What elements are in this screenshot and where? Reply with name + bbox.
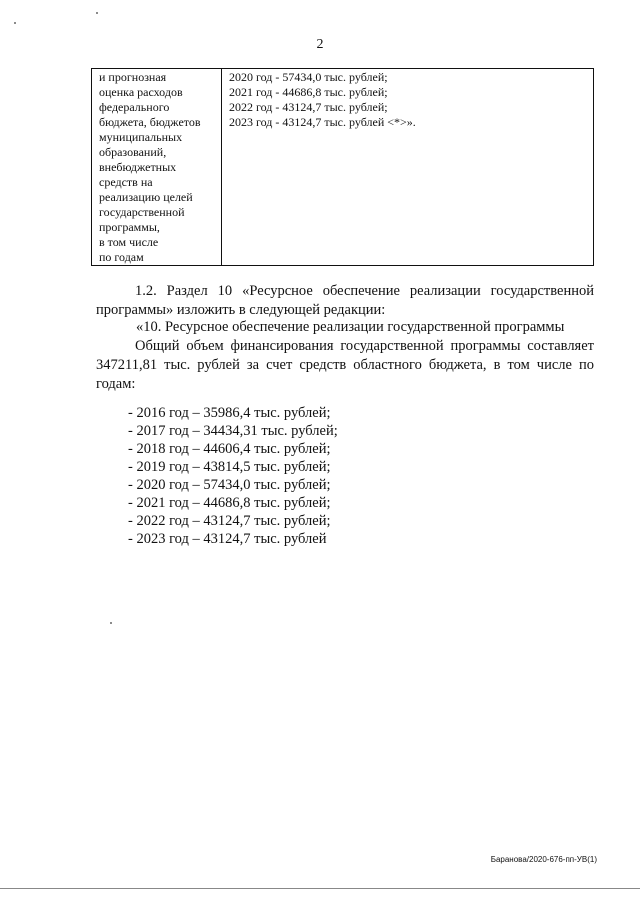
cell-line: бюджета, бюджетов [99,115,201,129]
list-item: - 2017 год – 34434,31 тыс. рублей; [128,423,338,439]
cell-line: внебюджетных [99,160,177,174]
section-heading: «10. Ресурсное обеспечение реализации государственной программы [136,319,565,335]
list-item: - 2019 год – 43814,5 тыс. рублей; [128,459,331,475]
cell-line: образований, [99,145,167,159]
cell-line: муниципальных [99,130,183,144]
finance-table [91,68,594,266]
cell-line: в том числе [99,235,159,249]
paragraph-section-change: 1.2. Раздел 10 «Ресурсное обеспечение реализации государственной программы» изложить в следующей редакции: [96,283,594,318]
scan-speck [14,22,16,24]
table-cell-label [92,69,222,266]
scan-speck [96,12,98,14]
cell-line: федерального [99,100,170,114]
list-item: - 2018 год – 44606,4 тыс. рублей; [128,441,331,457]
list-item: - 2023 год – 43124,7 тыс. рублей [128,531,327,547]
list-item: - 2016 год – 35986,4 тыс. рублей; [128,405,331,421]
cell-line: 2023 год - 43124,7 тыс. рублей <*>». [229,115,416,129]
page-number: 2 [316,37,324,52]
paragraph-total-funding: Общий объем финансирования государственной программы составляет 347211,81 тыс. рублей за счет средств областного бюджета, в том числе по годам: [96,338,594,392]
cell-line: 2022 год - 43124,7 тыс. рублей; [229,100,388,114]
cell-line: по годам [99,250,144,264]
list-item: - 2020 год – 57434,0 тыс. рублей; [128,477,331,493]
document-code: Баранова/2020-676-пп-УВ(1) [490,855,597,864]
table-cell-values [222,69,594,266]
cell-line: 2020 год - 57434,0 тыс. рублей; [229,70,388,84]
bottom-divider [0,888,640,889]
cell-line: и прогнозная [99,70,167,84]
cell-line: реализацию целей [99,190,193,204]
cell-line: 2021 год - 44686,8 тыс. рублей; [229,85,388,99]
cell-line: средств на [99,175,153,189]
scan-speck [110,622,112,624]
table-row [92,69,594,266]
list-item: - 2021 год – 44686,8 тыс. рублей; [128,495,331,511]
cell-line: оценка расходов [99,85,183,99]
cell-line: программы, [99,220,160,234]
list-item: - 2022 год – 43124,7 тыс. рублей; [128,513,331,529]
cell-line: государственной [99,205,185,219]
funding-by-year-list [128,404,338,548]
